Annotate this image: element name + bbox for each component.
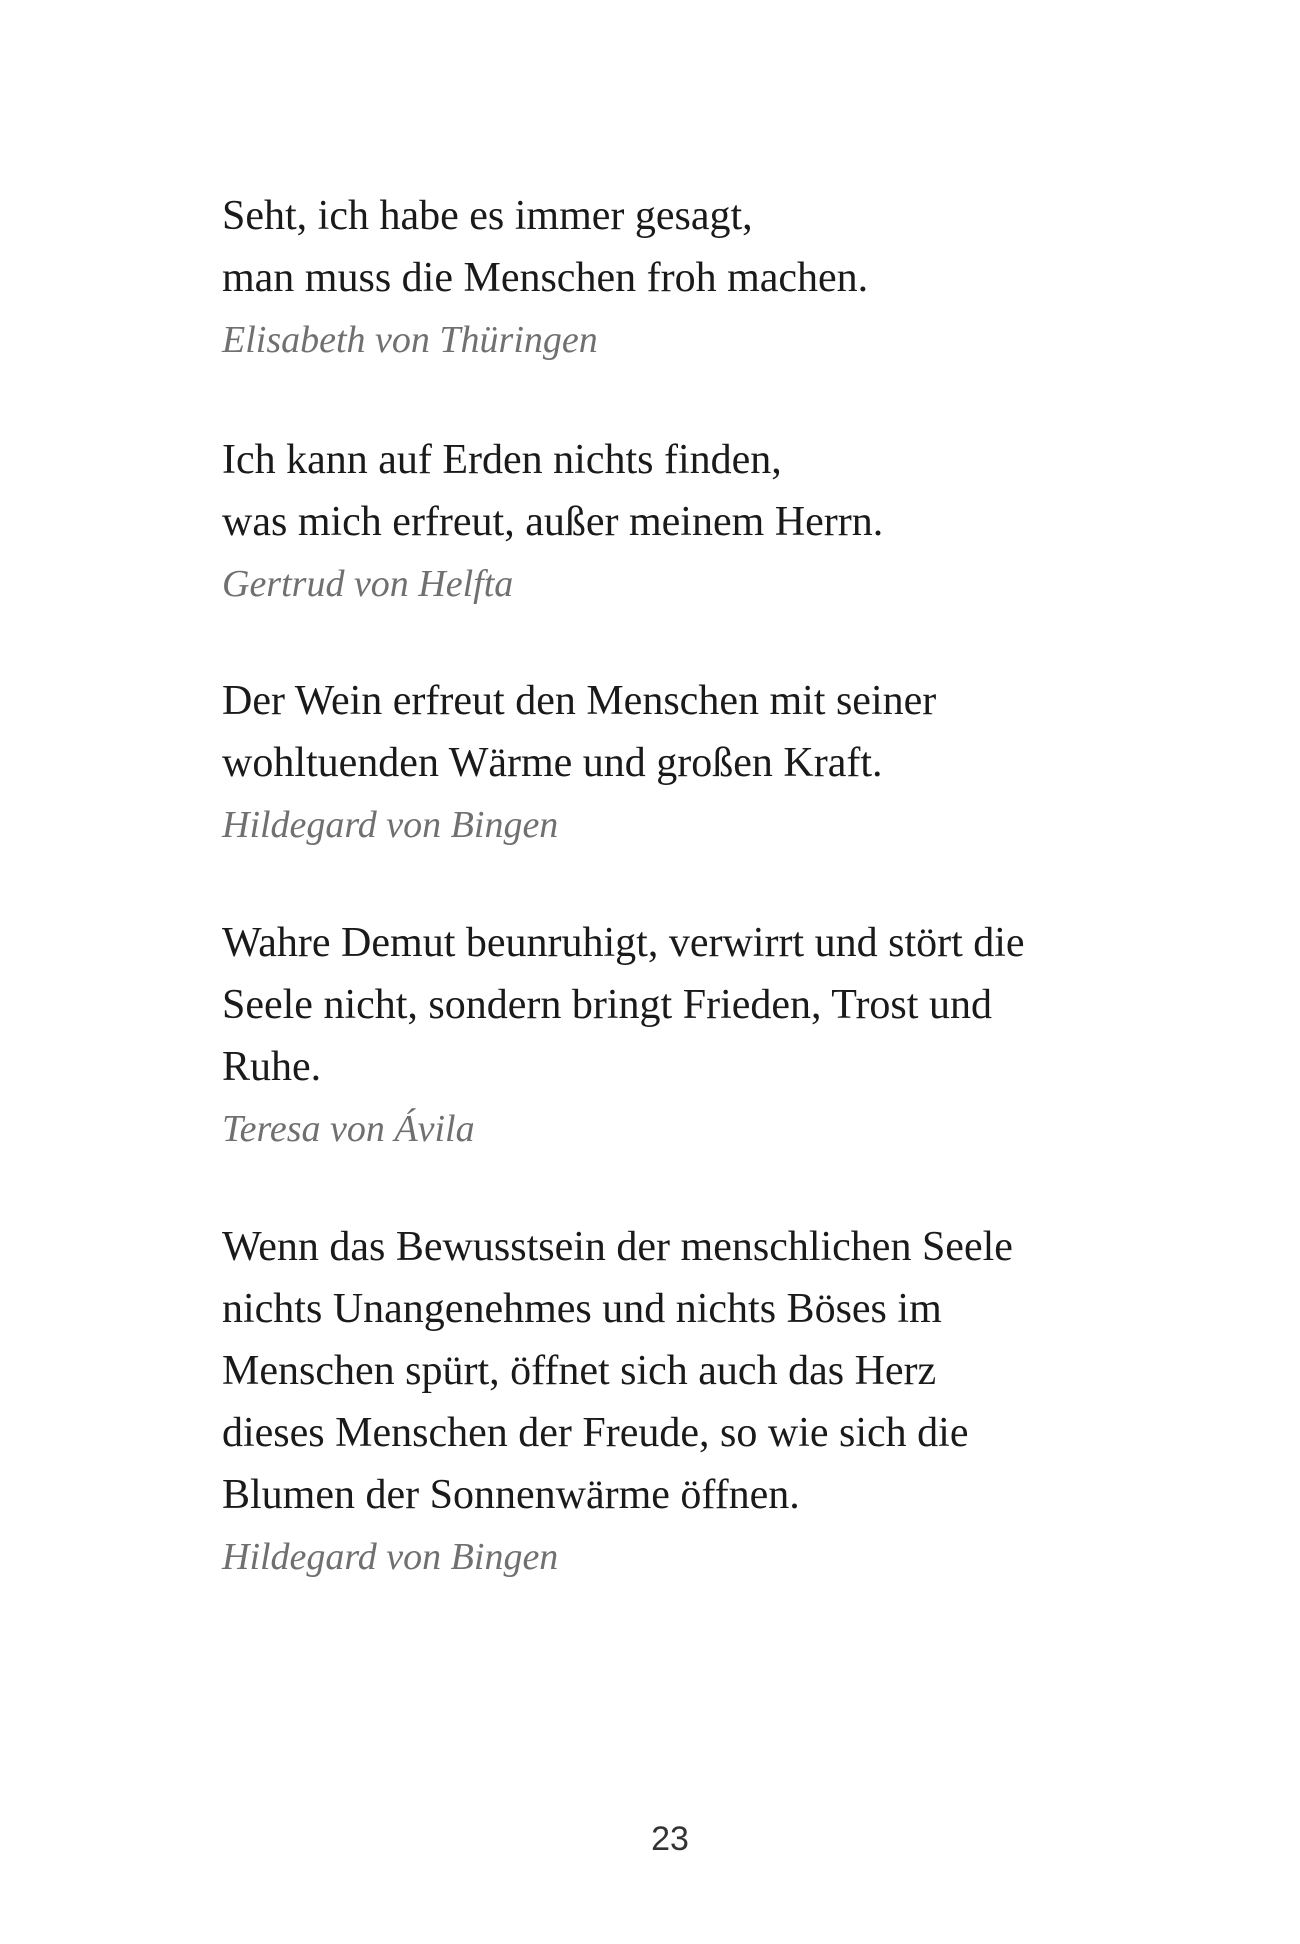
quote-line: nichts Unangenehmes und nichts Böses im [222,1286,942,1332]
quote-line: Wahre Demut beunruhigt, verwirrt und stört die [222,920,1025,966]
quote-line: Menschen spürt, öffnet sich auch das Herz [222,1348,937,1394]
quote-block [222,429,883,615]
quote-author: Teresa von Ávila [222,1108,475,1150]
quote-author: Hildegard von Bingen [222,1536,559,1578]
quote-author: Hildegard von Bingen [222,804,559,846]
quote-line: Ruhe. [222,1044,322,1090]
quote-line: Wenn das Bewusstsein der menschlichen Seele [222,1224,1013,1270]
quote-author: Elisabeth von Thüringen [222,319,598,361]
quote-block [222,185,868,371]
quote-block [222,1216,1013,1588]
quote-line: dieses Menschen der Freude, so wie sich die [222,1410,969,1456]
quote-block [222,670,936,856]
quote-line: Blumen der Sonnenwärme öffnen. [222,1472,800,1518]
quote-line: wohltuenden Wärme und großen Kraft. [222,740,883,786]
page-number: 23 [651,1820,689,1858]
quote-line: Seht, ich habe es immer gesagt, [222,193,753,239]
quote-line: man muss die Menschen froh machen. [222,255,869,301]
quote-line: Der Wein erfreut den Menschen mit seiner [222,678,937,724]
quote-line: was mich erfreut, außer meinem Herrn. [222,499,884,545]
quote-line: Seele nicht, sondern bringt Frieden, Trost und [222,982,992,1028]
quote-line: Ich kann auf Erden nichts finden, [222,437,782,483]
quote-author: Gertrud von Helfta [222,563,514,605]
quote-block [222,912,1025,1160]
